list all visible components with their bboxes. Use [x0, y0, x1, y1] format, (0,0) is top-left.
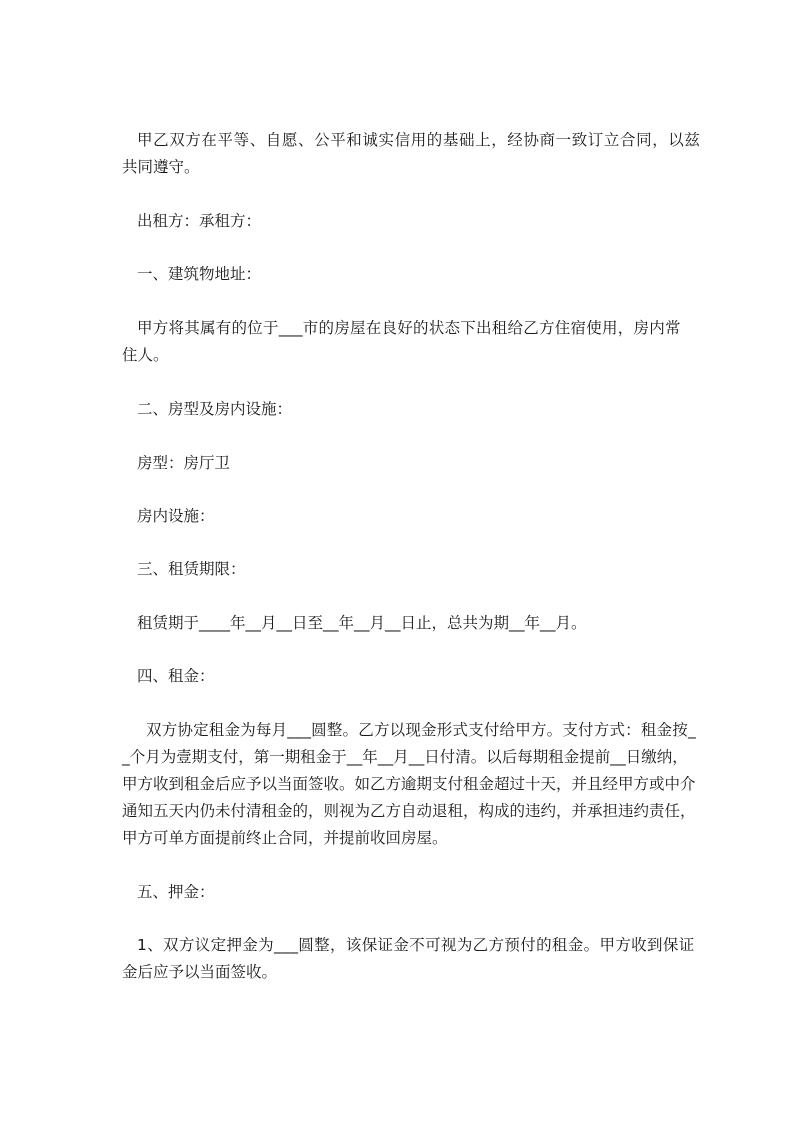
- facilities-line: 房内设施：: [137, 507, 215, 525]
- room-type-line: 房型：房厅卫: [137, 454, 231, 472]
- parties-line: 出租方：承租方：: [137, 212, 262, 230]
- section-1-body-line-2: 住人。: [122, 346, 169, 364]
- section-2-heading: 二、房型及房内设施：: [137, 400, 293, 418]
- rent-line-1: 双方协定租金为每月___圆整。乙方以现金形式支付给甲方。支付方式：租金按_: [146, 721, 696, 739]
- intro-line-2: 共同遵守。: [122, 158, 200, 176]
- rent-line-3: 甲方收到租金后应予以当面签收。如乙方逾期支付租金超过十天，并且经甲方或中介: [122, 775, 696, 793]
- rent-line-5: 甲方可单方面提前终止合同，并提前收回房屋。: [122, 829, 448, 847]
- deposit-line-1: 1、双方议定押金为___圆整，该保证金不可视为乙方预付的租金。甲方收到保证: [137, 936, 695, 954]
- section-3-heading: 三、租赁期限：: [137, 560, 246, 578]
- rent-line-4: 通知五天内仍未付清租金的，则视为乙方自动退租，构成的违约，并承担违约责任，: [122, 802, 696, 820]
- section-4-heading: 四、租金：: [137, 667, 215, 685]
- rent-line-2: _个月为壹期支付，第一期租金于__年__月__日付清。以后每期租金提前__日缴纳，: [122, 748, 688, 766]
- deposit-line-2: 金后应予以当面签收。: [122, 963, 278, 981]
- section-5-heading: 五、押金：: [137, 883, 215, 901]
- intro-line-1: 甲乙双方在平等、自愿、公平和诚实信用的基础上，经协商一致订立合同，以兹: [137, 131, 701, 149]
- lease-term-line: 租赁期于____年__月__日至__年__月__日止，总共为期__年__月。: [137, 614, 587, 632]
- section-1-heading: 一、建筑物地址：: [137, 265, 262, 283]
- section-1-body-line-1: 甲方将其属有的位于___市的房屋在良好的状态下出租给乙方住宿使用，房内常: [137, 319, 681, 337]
